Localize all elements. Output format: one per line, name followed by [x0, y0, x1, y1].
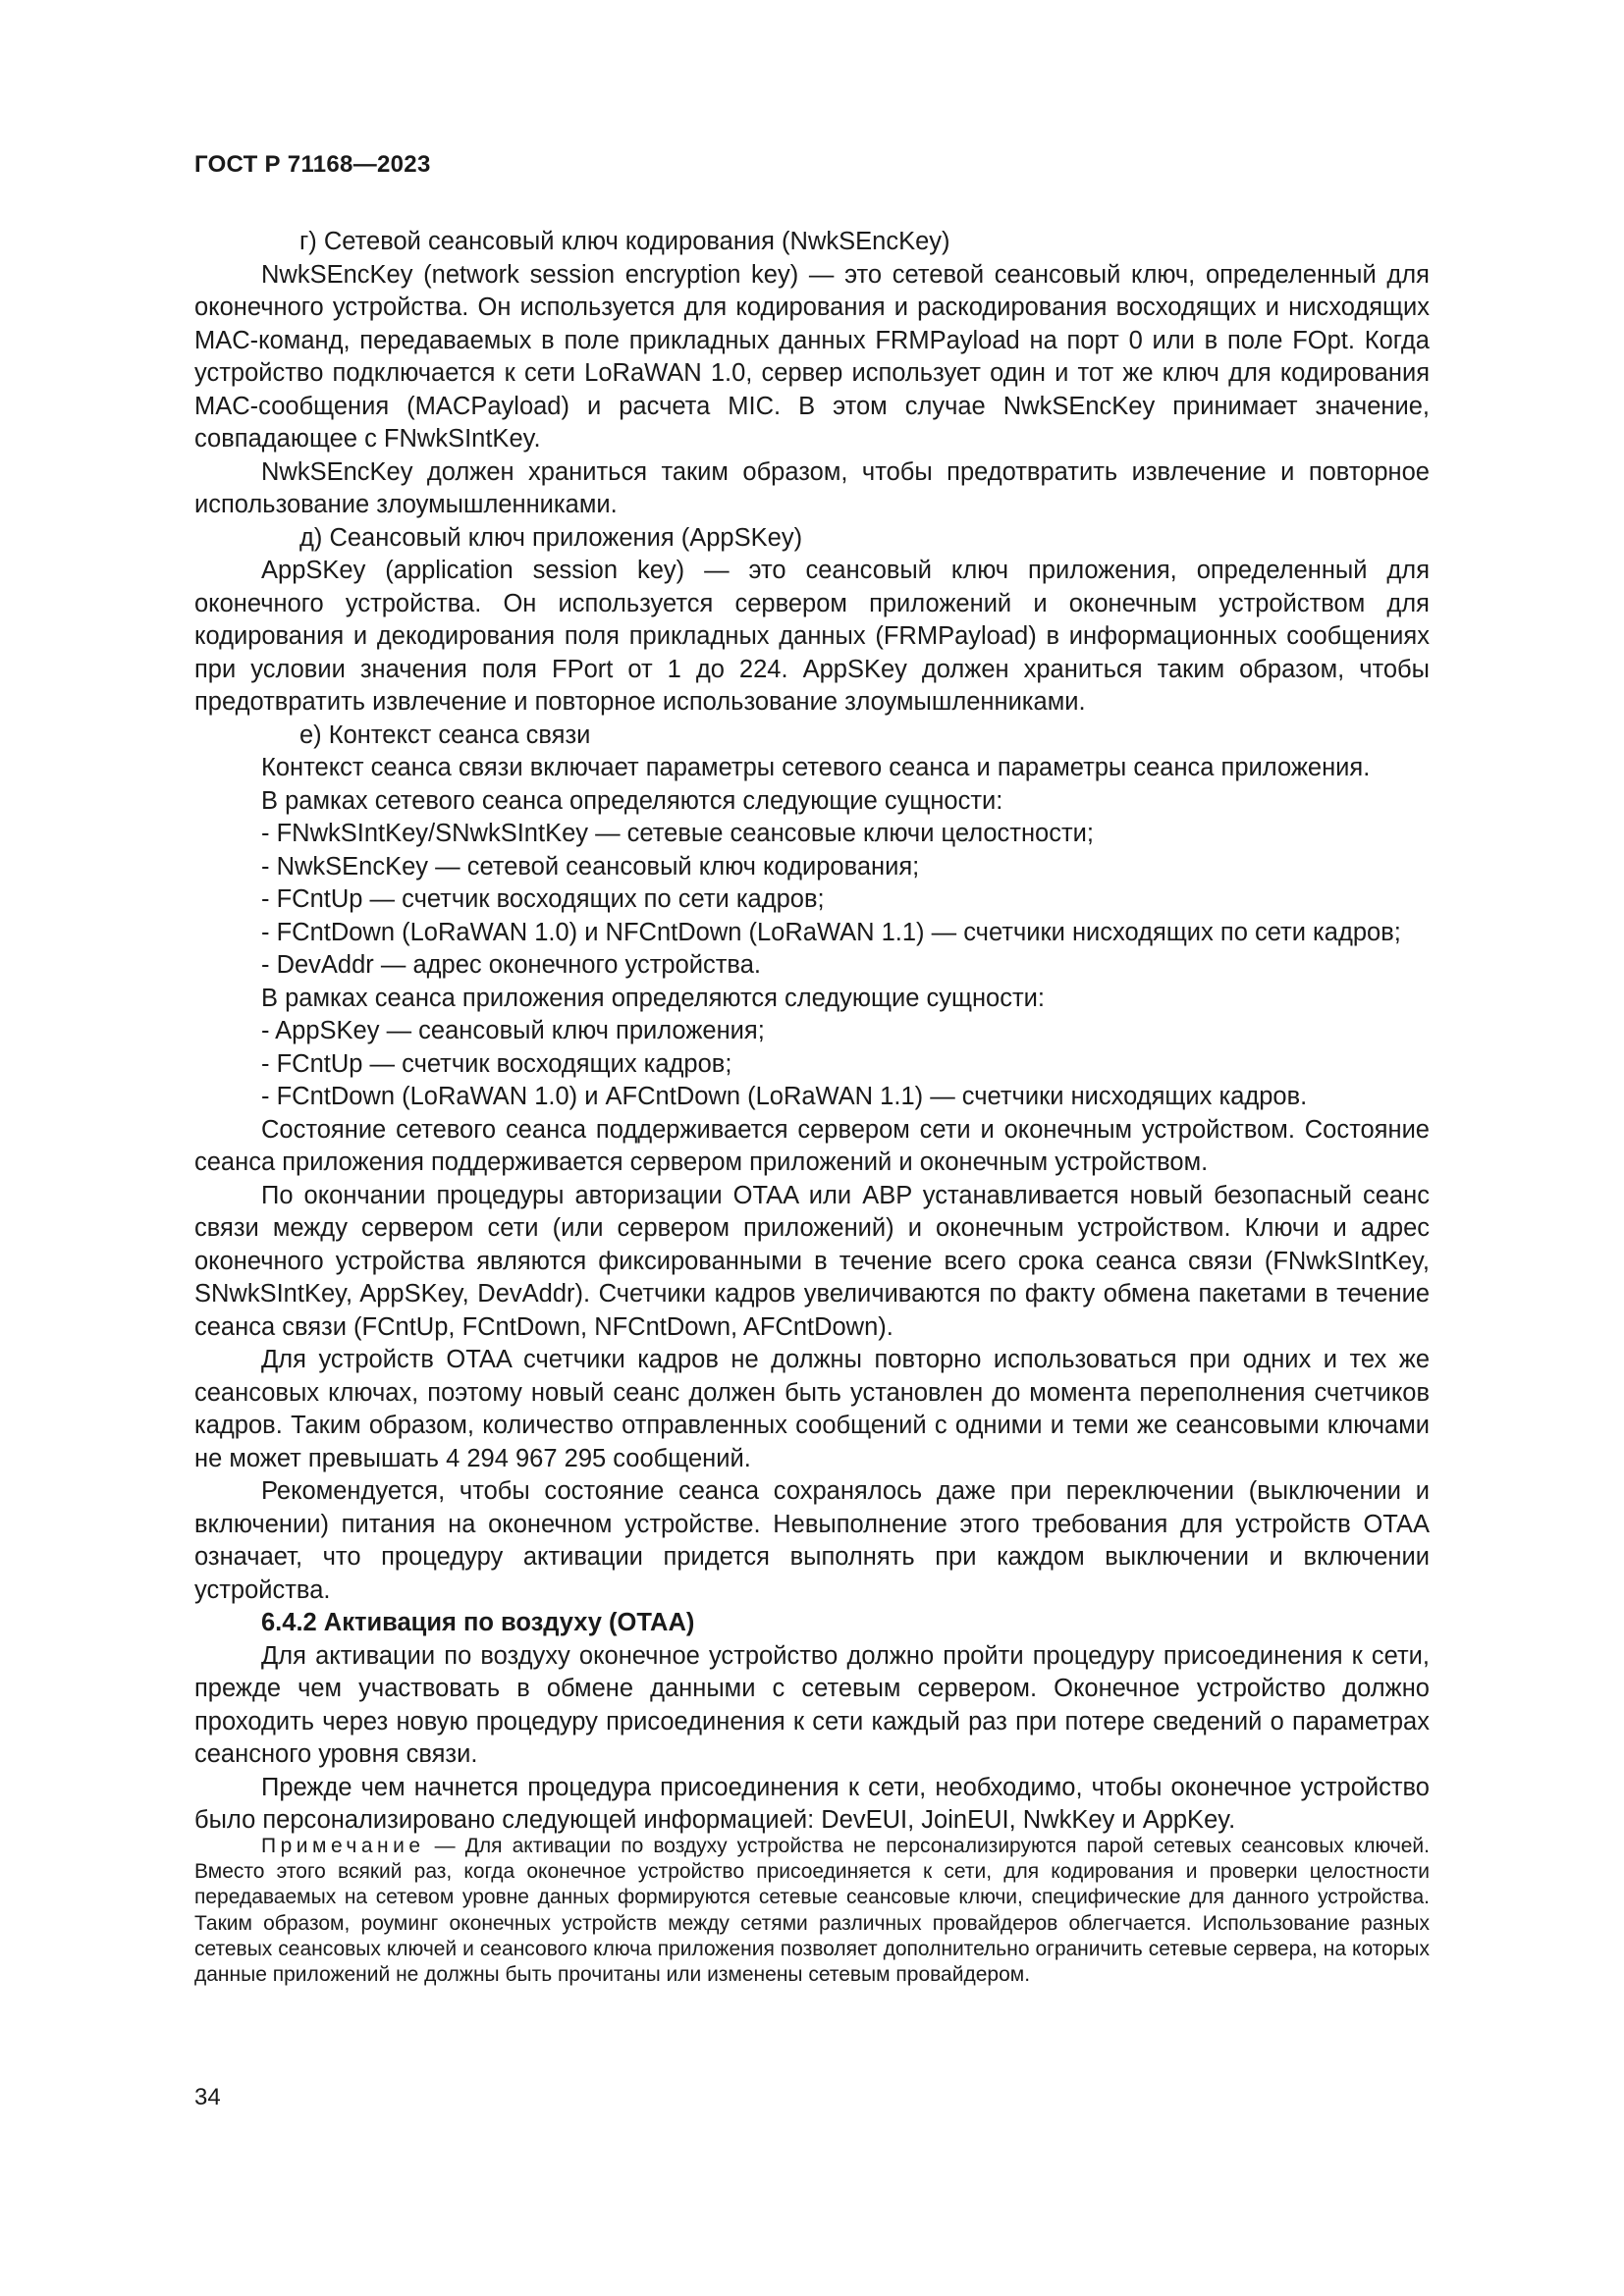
paragraph: - AppSKey — сеансовый ключ приложения; [261, 1017, 765, 1044]
list-item-title: г) Сетевой сеансовый ключ кодирования (NwkSEncKey) [299, 228, 950, 255]
note [194, 1834, 1430, 1988]
paragraph: Состояние сетевого сеанса поддерживается сервером сети и оконечным устройством. Состояние сеанса приложения поддерживается сервером приложений и оконечным устройством. [194, 1115, 1430, 1176]
paragraph: - NwkSEncKey — сетевой сеансовый ключ кодирования; [261, 852, 920, 881]
paragraph: Рекомендуется, чтобы состояние сеанса сохранялось даже при переключении (выключении и включении) питания на оконечном устройстве. Невыполнение этого требования для устройств OTAA означает, что процедуру активации придется выполнять при каждом выключении и включении устройства. [194, 1477, 1430, 1604]
paragraph: Для устройств OTAA счетчики кадров не должны повторно использоваться при одних и тех же сеансовых ключах, поэтому новый сеанс должен быть установлен до момента переполнения счетчиков кадров. Таким образом, количество отправленных сообщений с одними и теми же сеансовыми ключами не может превышать 4 294 967 295 сообщений. [194, 1346, 1430, 1472]
list-item-title: д) Сеансовый ключ приложения (AppSKey) [299, 523, 803, 552]
paragraph: AppSKey (application session key) — это сеансовый ключ приложения, определенный для оконечного устройства. Он используется сервером приложений и оконечным устройством для кодирования и декодирования поля прикладных данных (FRMPayload) в информационных сообщениях при условии значения поля FPort от 1 до 224. AppSKey должен храниться таким образом, чтобы предотвратить извлечение и повторное использование злоумышленниками. [194, 557, 1430, 716]
paragraph: NwkSEncKey должен храниться таким образом, чтобы предотвратить извлечение и повторное использование злоумышленниками. [194, 457, 1430, 518]
paragraph: По окончании процедуры авторизации OTAA или ABP устанавливается новый безопасный сеанс связи между сервером сети (или сервером приложений) и оконечным устройством. Ключи и адрес оконечного устройства являются фиксированными в течение всего срока сеанса связи (FNwkSIntKey, SNwkSIntKey, AppSKey, DevAddr). Счетчики кадров увеличиваются по факту обмена пакетами в течение сеанса связи (FCntUp, FCntDown, NFCntDown, AFCntDown). [194, 1181, 1430, 1341]
paragraph: - DevAddr — адрес оконечного устройства. [261, 951, 761, 979]
note-text: — Для активации по воздуху устройства не персонализируются парой сетевых сеансовых ключей. Вместо этого всякий раз, когда оконечное устройство присоединяется к сети, для кодирования и проверки целостности передаваемых на сетевом уровне данных формируются сетевые сеансовые ключи, специфические для данного устройства. Таким образом, роуминг оконечных устройств между сетями различных провайдеров облегчается. Использование разных сетевых сеансовых ключей и сеансового ключа приложения позволяет дополнительно ограничить сетевые сервера, на которых данные приложений не должны быть прочитаны или изменены сетевым провайдером. [194, 1835, 1430, 1987]
paragraph: В рамках сеанса приложения определяются следующие сущности: [261, 984, 1045, 1012]
section-heading: 6.4.2 Активация по воздуху (OTAA) [261, 1609, 695, 1636]
list-item-title: е) Контекст сеанса связи [299, 721, 591, 749]
page-number: 34 [194, 2084, 221, 2110]
paragraph: В рамках сетевого сеанса определяются следующие сущности: [261, 786, 1003, 815]
paragraph: - FCntUp — счетчик восходящих по сети кадров; [261, 885, 825, 913]
paragraph: NwkSEncKey (network session encryption key) — это сетевой сеансовый ключ, определенный для оконечного устройства. Он используется для кодирования и раскодирования восходящих и нисходящих MAC-команд, передаваемых в поле прикладных данных FRMPayload на порт 0 или в поле FOpt. Когда устройство подключается к сети LoRaWAN 1.0, сервер использует один и тот же ключ для кодирования MAC-сообщения (MACPayload) и расчета MIC. В этом случае NwkSEncKey принимает значение, совпадающее с FNwkSIntKey. [194, 260, 1430, 453]
paragraph: Для активации по воздуху оконечное устройство должно пройти процедуру присоединения к сети, прежде чем участвовать в обмене данными с сетевым сервером. Оконечное устройство должно проходить через новую процедуру присоединения к сети каждый раз при потере сведений о параметрах сеансного уровня связи. [194, 1641, 1430, 1768]
document-body [194, 226, 1430, 1838]
paragraph: - FCntDown (LoRaWAN 1.0) и NFCntDown (LoRaWAN 1.1) — счетчики нисходящих по сети кадров; [261, 918, 1401, 946]
document-header: ГОСТ Р 71168—2023 [194, 151, 431, 178]
paragraph: Прежде чем начнется процедура присоединения к сети, необходимо, чтобы оконечное устройство было персонализировано следующей информацией: DevEUI, JoinEUI, NwkKey и AppKey. [194, 1773, 1430, 1834]
paragraph: - FCntDown (LoRaWAN 1.0) и AFCntDown (LoRaWAN 1.1) — счетчики нисходящих кадров. [261, 1083, 1308, 1110]
paragraph: Контекст сеанса связи включает параметры сетевого сеанса и параметры сеанса приложения. [261, 754, 1371, 781]
paragraph: - FNwkSIntKey/SNwkSIntKey — сетевые сеансовые ключи целостности; [261, 820, 1094, 847]
note-label: Примечание [261, 1835, 425, 1857]
paragraph: - FCntUp — счетчик восходящих кадров; [261, 1049, 732, 1078]
